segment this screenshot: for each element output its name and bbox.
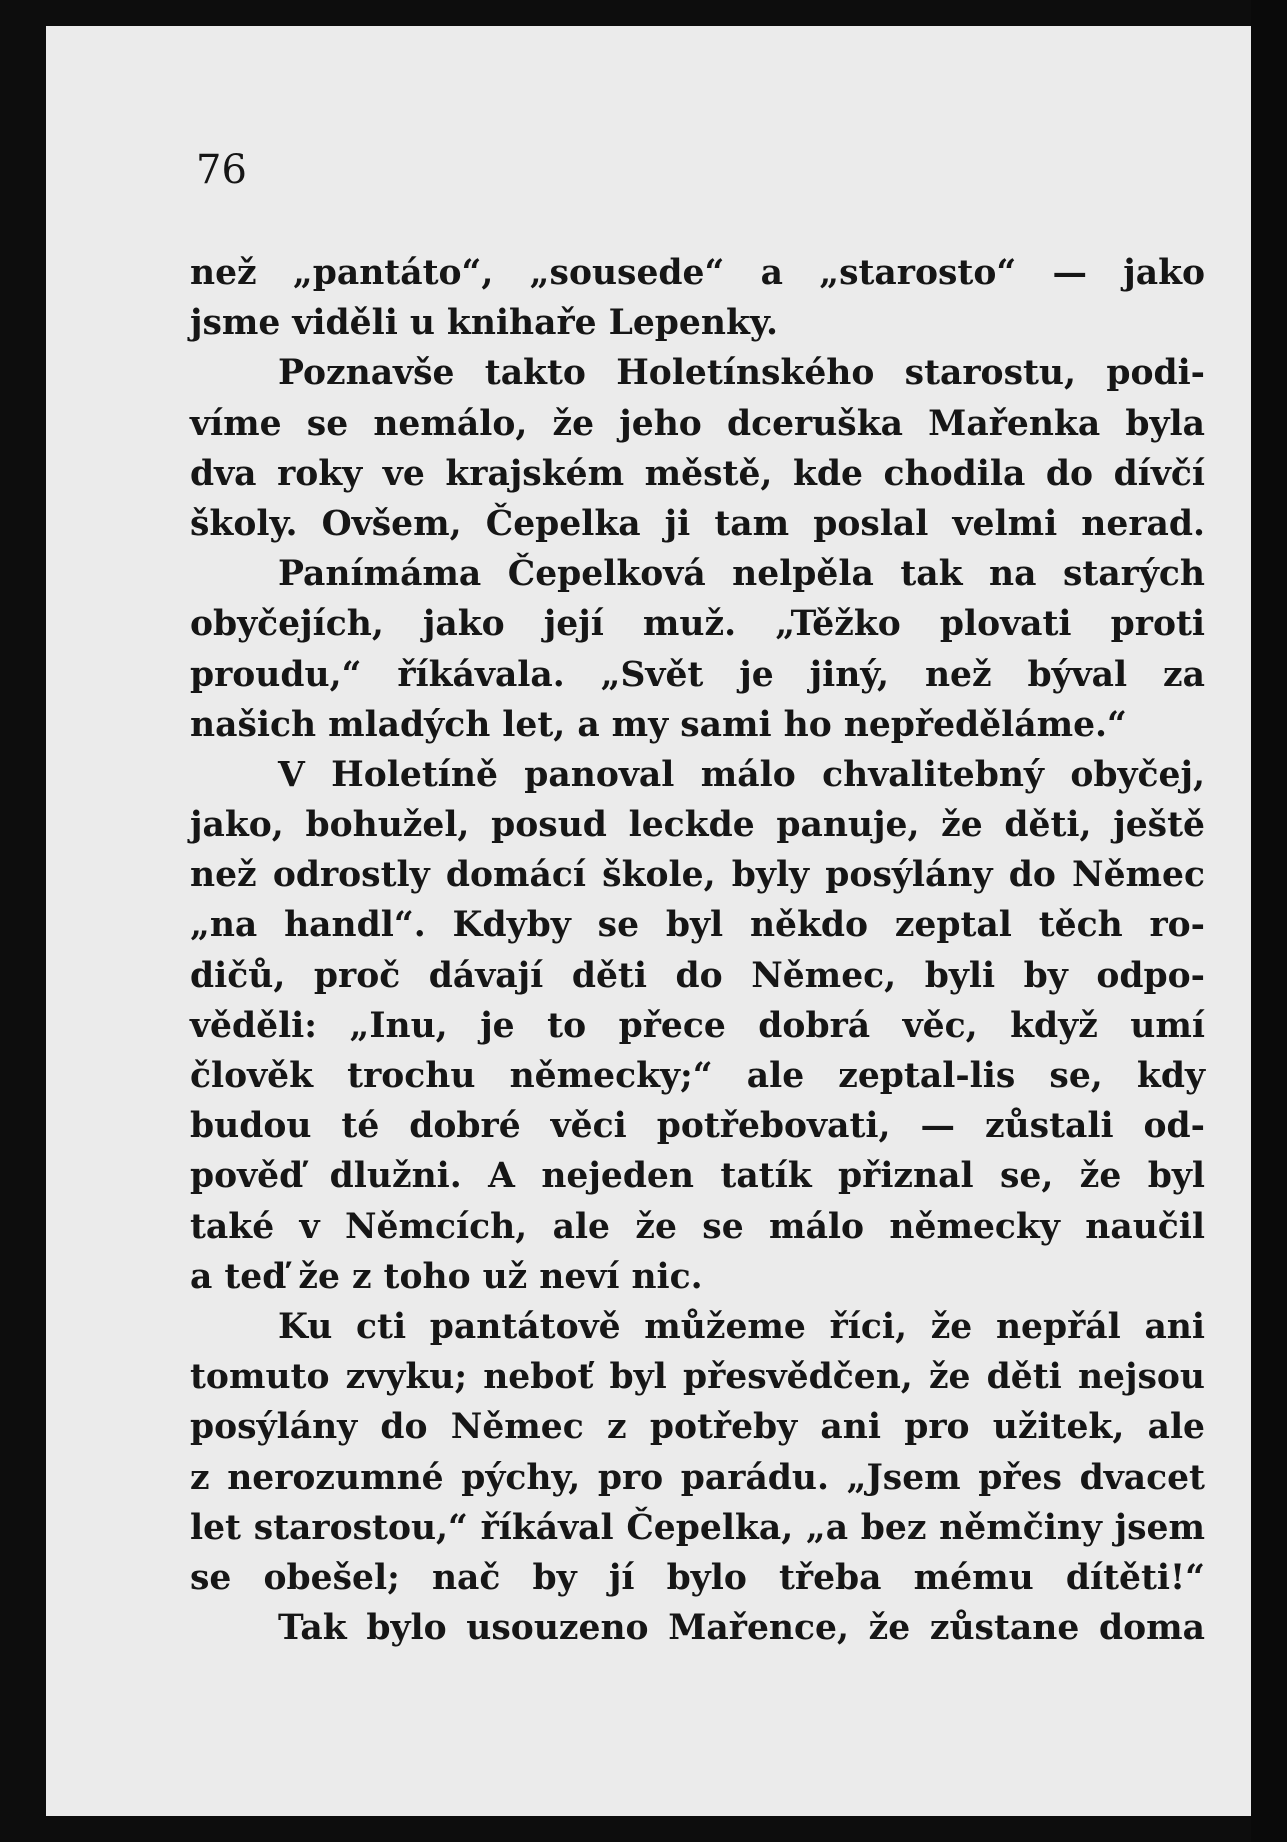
- text-line: dva roky ve krajském městě, kde chodila do dívčí: [190, 453, 1205, 494]
- text-line: věděli: „Inu, je to přece dobrá věc, když umí: [190, 1005, 1205, 1046]
- text-line: než „pantáto“, „sousede“ a „starosto“ — jako: [190, 253, 1205, 293]
- text-line: než odrostly domácí škole, byly posýlány do Němec: [190, 855, 1205, 896]
- text-line: „na handl“. Kdyby se byl někdo zeptal těch ro-: [190, 905, 1205, 946]
- text-line: našich mladých let, a my sami ho nepředěláme.“: [190, 704, 1127, 745]
- text-line: jako, bohužel, posud leckde panuje, že děti, ještě: [190, 805, 1205, 846]
- text-line: víme se nemálo, že jeho dceruška Mařenka byla: [190, 403, 1205, 444]
- scan-border: [1251, 0, 1287, 1842]
- text-line: obyčejích, jako její muž. „Těžko plovati proti: [190, 604, 1205, 645]
- page-number: 76: [196, 147, 247, 193]
- text-line: z nerozumné pýchy, pro parádu. „Jsem přes dvacet: [190, 1457, 1205, 1498]
- text-line: Panímáma Čepelková nelpěla tak na starých: [278, 554, 1205, 595]
- text-line: V Holetíně panoval málo chvalitebný obyčej,: [278, 754, 1205, 795]
- text-line: proudu,“ říkávala. „Svět je jiný, než býval za: [190, 654, 1205, 695]
- text-line: pověď dlužni. A nejeden tatík přiznal se, že byl: [190, 1156, 1205, 1197]
- text-line: budou té dobré věci potřebovati, — zůstali od-: [190, 1106, 1205, 1147]
- text-line: jsme viděli u knihaře Lepenky.: [190, 303, 778, 344]
- text-line: Tak bylo usouzeno Mařence, že zůstane doma: [278, 1608, 1205, 1649]
- text-line: Ku cti pantátově můžeme říci, že nepřál ani: [278, 1306, 1205, 1347]
- text-line: také v Němcích, ale že se málo německy naučil: [190, 1206, 1205, 1247]
- text-line: školy. Ovšem, Čepelka ji tam poslal velmi nerad.: [190, 503, 1205, 544]
- body-text: [190, 248, 1205, 1653]
- text-line: člověk trochu německy;“ ale zeptal-lis se, kdy: [190, 1056, 1205, 1096]
- text-line: let starostou,“ říkával Čepelka, „a bez němčiny jsem: [190, 1507, 1205, 1548]
- text-line: Poznavše takto Holetínského starostu, podi-: [278, 353, 1205, 394]
- text-line: a teď že z toho už neví nic.: [190, 1256, 703, 1297]
- text-line: se obešel; nač by jí bylo třeba mému dítěti!“: [190, 1557, 1205, 1598]
- text-line: tomuto zvyku; neboť byl přesvědčen, že děti nejsou: [190, 1357, 1205, 1398]
- text-line: dičů, proč dávají děti do Němec, byli by odpo-: [190, 955, 1205, 996]
- book-page: [46, 26, 1251, 1816]
- text-line: posýlány do Němec z potřeby ani pro užitek, ale: [190, 1407, 1205, 1448]
